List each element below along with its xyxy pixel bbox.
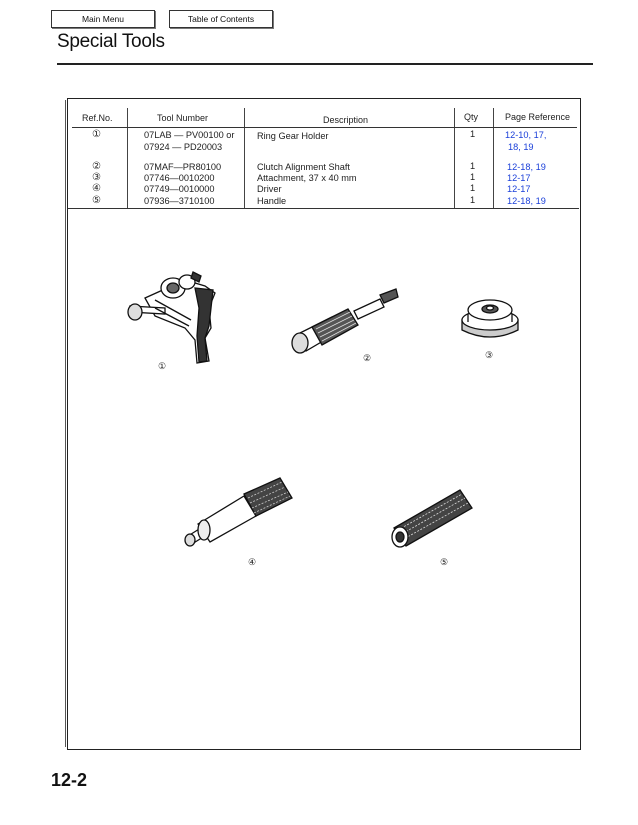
qty: 1 bbox=[470, 161, 476, 171]
ref-number: ③ bbox=[92, 172, 101, 183]
table-of-contents-button[interactable]: Table of Contents bbox=[169, 10, 273, 28]
tool-number: 07749—0010000 bbox=[144, 184, 215, 194]
description: Clutch Alignment Shaft bbox=[257, 162, 350, 172]
page-reference-link[interactable]: 12-17 bbox=[507, 173, 531, 183]
header-description: Description bbox=[323, 115, 369, 125]
main-menu-button[interactable]: Main Menu bbox=[51, 10, 155, 28]
illustration-label: ① bbox=[158, 361, 167, 371]
qty: 1 bbox=[470, 172, 476, 182]
illustration-label: ② bbox=[363, 353, 372, 363]
illustration-label: ⑤ bbox=[440, 557, 449, 567]
ref-number: ② bbox=[92, 161, 101, 172]
description: Driver bbox=[257, 184, 282, 194]
handle-icon bbox=[390, 486, 476, 550]
header-tool-number: Tool Number bbox=[157, 113, 209, 123]
attachment-icon bbox=[458, 292, 522, 340]
ring-gear-holder-icon bbox=[125, 268, 220, 366]
qty: 1 bbox=[470, 195, 476, 205]
page-reference-link[interactable]: 12-17 bbox=[507, 184, 531, 194]
tool-number: 07MAF—PR80100 bbox=[144, 162, 222, 172]
page-number: 12-2 bbox=[51, 770, 88, 790]
column-divider bbox=[493, 108, 494, 208]
table-bottom-line bbox=[68, 208, 579, 209]
header-qty: Qty bbox=[464, 112, 479, 122]
tool-number: 07924 — PD20003 bbox=[144, 142, 223, 152]
qty: 1 bbox=[470, 183, 476, 193]
column-divider bbox=[244, 108, 245, 208]
tool-number: 07746—0010200 bbox=[144, 173, 215, 183]
title-divider bbox=[57, 63, 593, 65]
description: Handle bbox=[257, 196, 287, 206]
description: Ring Gear Holder bbox=[257, 131, 329, 141]
ref-number: ① bbox=[92, 129, 101, 140]
description: Attachment, 37 x 40 mm bbox=[257, 173, 357, 183]
illustration-label: ④ bbox=[248, 557, 257, 567]
ref-number: ⑤ bbox=[92, 195, 101, 206]
tool-number: 07936—3710100 bbox=[144, 196, 215, 206]
illustration-label: ③ bbox=[485, 350, 494, 360]
driver-icon bbox=[182, 476, 296, 548]
page-reference-link[interactable]: 18, 19 bbox=[508, 142, 534, 152]
header-underline bbox=[72, 127, 577, 128]
page-title: Special Tools bbox=[57, 31, 165, 52]
ref-number: ④ bbox=[92, 183, 101, 194]
page-reference-link[interactable]: 12-10, 17, bbox=[505, 130, 547, 140]
page-reference-link[interactable]: 12-18, 19 bbox=[507, 162, 546, 172]
qty: 1 bbox=[470, 129, 476, 139]
frame-shadow bbox=[65, 100, 66, 747]
column-divider bbox=[127, 108, 128, 208]
header-page-reference: Page Reference bbox=[505, 112, 571, 122]
page-reference-link[interactable]: 12-18, 19 bbox=[507, 196, 546, 206]
clutch-alignment-shaft-icon bbox=[288, 285, 400, 357]
tool-number: 07LAB — PV00100 or bbox=[144, 130, 235, 140]
column-divider bbox=[454, 108, 455, 208]
header-ref-no: Ref.No. bbox=[82, 113, 113, 123]
